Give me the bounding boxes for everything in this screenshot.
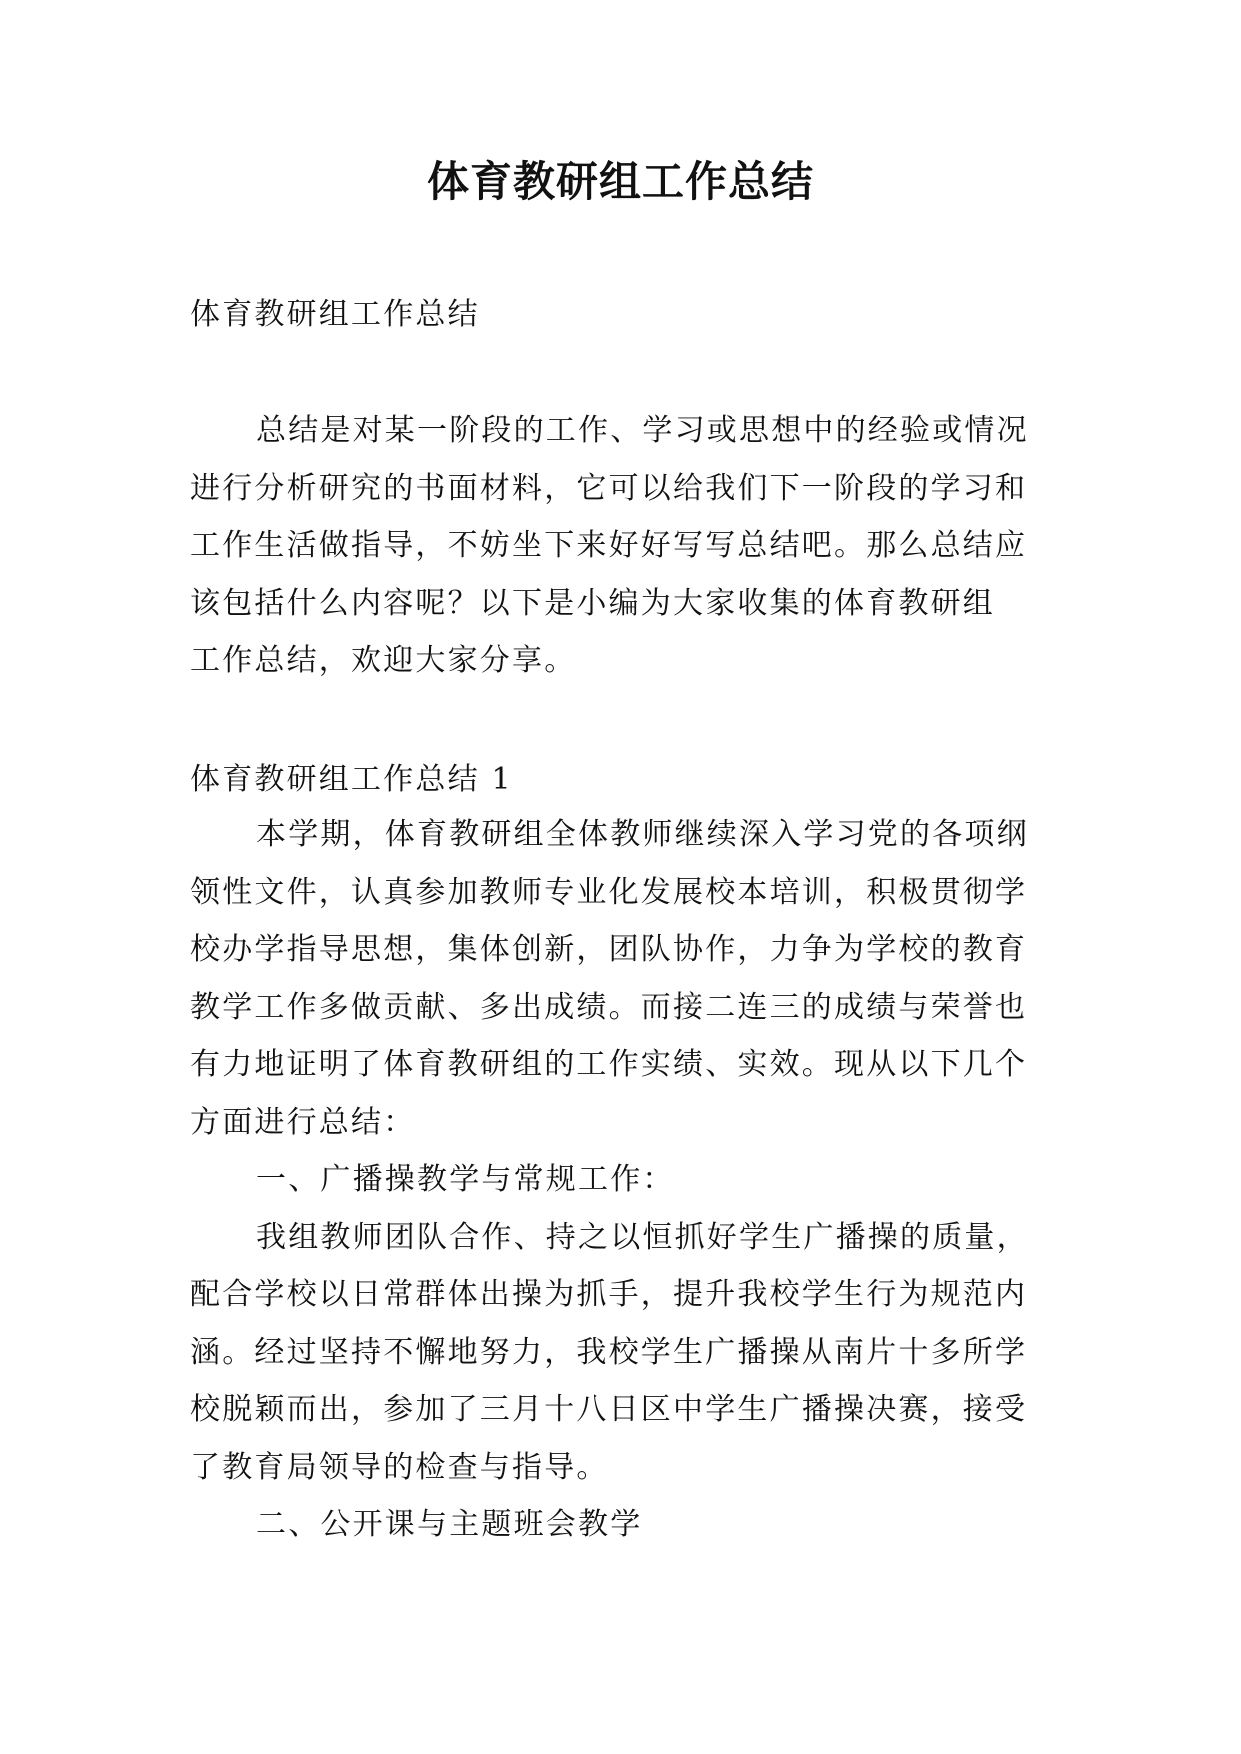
section-line: 校办学指导思想，集体创新，团队协作，力争为学校的教育	[190, 932, 1028, 967]
section-heading-text: 体育教研组工作总结 1	[190, 762, 513, 797]
section-line: 本学期，体育教研组全体教师继续深入学习党的各项纲	[256, 817, 1029, 852]
intro-line: 进行分析研究的书面材料，它可以给我们下一阶段的学习和	[190, 470, 1028, 506]
intro-line: 工作总结，欢迎大家分享。	[190, 643, 577, 678]
section-body	[190, 806, 1050, 1554]
section-line: 我组教师团队合作、持之以恒抓好学生广播操的质量，	[256, 1219, 1029, 1255]
intro-line: 工作生活做指导，不妨坐下来好好写写总结吧。那么总结应	[190, 528, 1028, 563]
intro-line: 总结是对某一阶段的工作、学习或思想中的经验或情况	[256, 413, 1029, 448]
section-line: 了教育局领导的检查与指导。	[190, 1449, 609, 1485]
section-line: 校脱颖而出，参加了三月十八日区中学生广播操决赛，接受	[190, 1392, 1028, 1427]
section-heading	[190, 751, 1050, 809]
subheading-broadcast-exercise: 一、广播操教学与常规工作：	[256, 1162, 675, 1197]
document-subtitle	[190, 286, 1050, 344]
subtitle-text: 体育教研组工作总结	[190, 297, 480, 332]
subheading-open-class: 二、公开课与主题班会教学	[256, 1507, 643, 1542]
intro-line: 该包括什么内容呢？以下是小编为大家收集的体育教研组	[190, 585, 995, 621]
intro-paragraph	[190, 402, 1050, 690]
document-title: 体育教研组工作总结	[426, 157, 814, 206]
section-line: 涵。经过坚持不懈地努力，我校学生广播操从南片十多所学	[190, 1334, 1028, 1370]
section-line: 方面进行总结：	[190, 1104, 416, 1140]
section-line: 教学工作多做贡献、多出成绩。而接二连三的成绩与荣誉也	[190, 989, 1028, 1025]
section-line: 配合学校以日常群体出操为抓手，提升我校学生行为规范内	[190, 1277, 1028, 1312]
section-line: 领性文件，认真参加教师专业化发展校本培训，积极贯彻学	[190, 874, 1028, 910]
section-line: 有力地证明了体育教研组的工作实绩、实效。现从以下几个	[190, 1047, 1028, 1082]
